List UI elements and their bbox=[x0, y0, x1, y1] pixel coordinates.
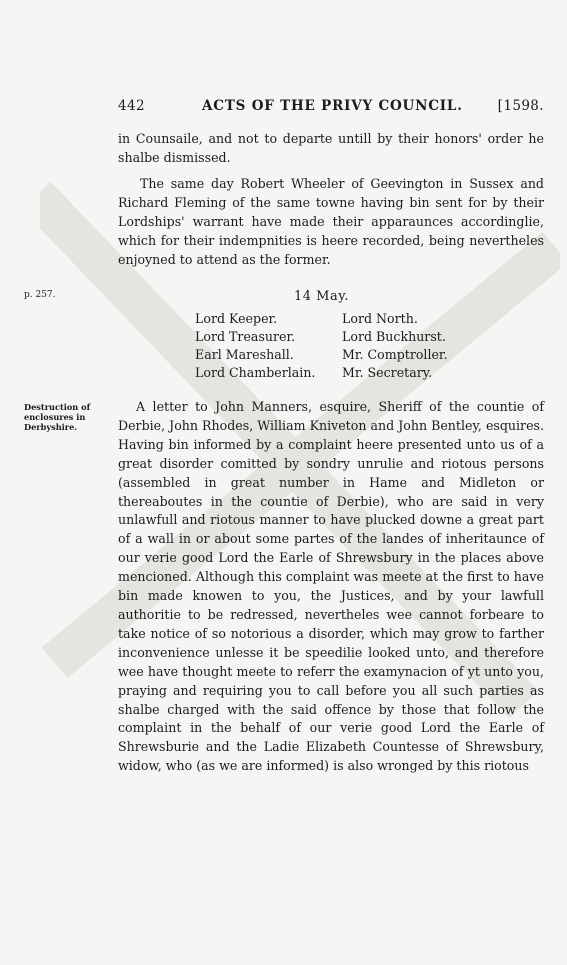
margin-note: Destruction of enclosures in Derbyshire. bbox=[24, 402, 91, 432]
page-number: 442 bbox=[118, 98, 145, 114]
paragraph-1: in Counsaile, and not to departe untill by their honors' order he shalbe dismissed. bbox=[118, 131, 544, 165]
attendee: Earl Mareshall. bbox=[195, 347, 294, 362]
paragraph-3: A letter to John Manners, esquire, Sheriff of the countie of Derbie, John Rhodes, William Kniveton and John Bentley, esquires. Having bin informed by a complaint heere presented unto us of a great disorder comitted by sondry unrulie and riotous persons (assembled in great number in Hame and Midleton or thereaboutes in the countie of Derbie), who are said in very unlawfull and riotous manner to have plucked downe a great part of a wall in or about some partes of the landes of inheritaunce of our verie good Lord the Earle of Shrewsbury in the places above mencioned. Although this complaint was meete at the first to have bin made knowen to you, the Justices, and by your lawfull authoritie to be redressed, nevertheles wee cannot forbeare to take notice of so notorious a disorder, which may grow to farther inconvenience unlesse it be speedilie looked unto, and therefore wee have thought meete to referr the examynacion of yt unto you, praying and requiring you to call before you all such parties as shalbe charged with the said offence by those that follow the complaint in the behalf of our verie good Lord the Earle of Shrewsburie and the Ladie Elizabeth Countesse of Shrewsbury, widow, who (as we are informed) is also wronged by this riotous bbox=[118, 399, 544, 774]
margin-page-ref: p. 257. bbox=[24, 290, 56, 300]
attendee: Lord Chamberlain. bbox=[195, 365, 316, 380]
attendee: Lord Keeper. bbox=[195, 311, 278, 326]
year-label: [1598. bbox=[497, 98, 544, 114]
attendee-row bbox=[195, 364, 515, 382]
attendee: Lord Treasurer. bbox=[195, 329, 296, 344]
attendee: Mr. Comptroller. bbox=[342, 347, 448, 362]
attendee: Lord Buckhurst. bbox=[342, 329, 446, 344]
attendee-row bbox=[195, 310, 515, 328]
attendee-row bbox=[195, 346, 515, 364]
meeting-date: 14 May. bbox=[294, 289, 349, 304]
attendee-row bbox=[195, 328, 515, 346]
running-title: ACTS OF THE PRIVY COUNCIL. bbox=[202, 98, 463, 114]
attendee: Mr. Secretary. bbox=[342, 365, 433, 380]
paragraph-2: The same day Robert Wheeler of Geevington in Sussex and Richard Fleming of the same towne having bin sent for by their Lordships' warrant have made their apparaunces accordinglie, which for their indempnities is heere recorded, being nevertheles enjoyned to attend as the former. bbox=[118, 176, 544, 267]
attendees-list bbox=[195, 310, 515, 382]
attendee: Lord North. bbox=[342, 311, 418, 326]
